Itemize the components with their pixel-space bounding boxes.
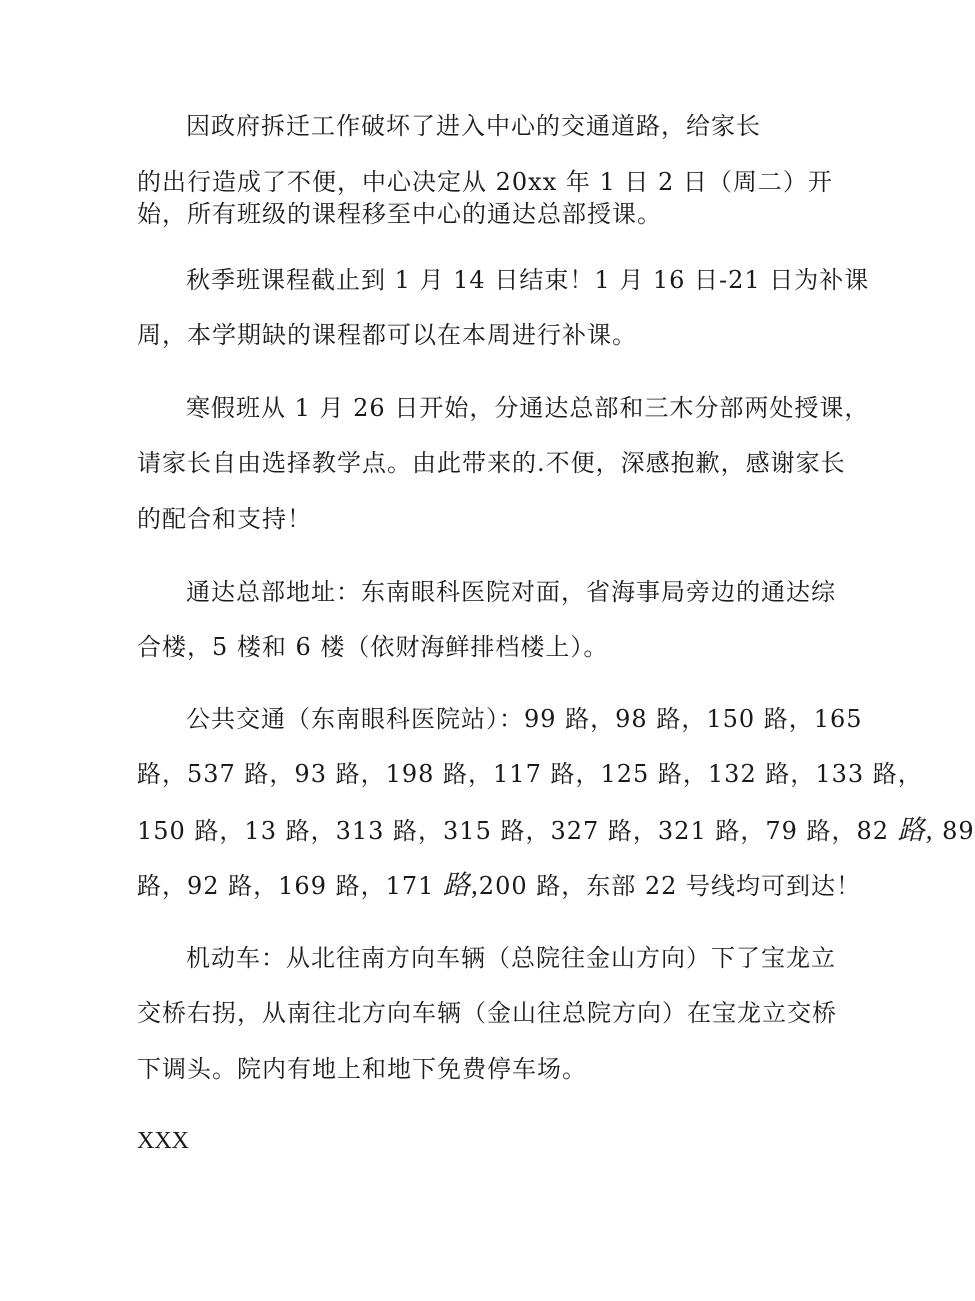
text-line: 秋季班课程截止到 1 月 14 日结束！1 月 16 日-21 日为补课 (186, 266, 870, 294)
text-line: 始，所有班级的课程移至中心的通达总部授课。 (137, 200, 662, 228)
text-segment: 路，92 路，169 路，171 (137, 872, 444, 900)
text-line: 交桥右拐，从南往北方向车辆（金山往总院方向）在宝龙立交桥 (137, 999, 837, 1027)
text-line (137, 870, 861, 901)
italic-segment: 路, (443, 870, 479, 900)
text-line: 请家长自由选择教学点。由此带来的.不便，深感抱歉，感谢家长 (137, 449, 846, 477)
text-line: 寒假班从 1 月 26 日开始，分通达总部和三木分部两处授课， (186, 394, 870, 422)
text-line: 因政府拆迁工作破坏了进入中心的交通道路，给家长 (186, 112, 761, 140)
text-line: 合楼，5 楼和 6 楼（依财海鲜排档楼上）。 (137, 633, 609, 661)
text-segment: 200 路，东部 22 号线均可到达！ (478, 872, 862, 900)
text-line (137, 815, 975, 846)
italic-segment: 路, (897, 815, 934, 845)
text-line: 下调头。院内有地上和地下免费停车场。 (137, 1055, 587, 1083)
text-segment: 89 (933, 817, 975, 845)
text-line: 路，537 路，93 路，198 路，117 路，125 路，132 路，133 路， (137, 760, 923, 788)
text-line: 的出行造成了不便，中心决定从 20xx 年 1 日 2 日（周二）开 (137, 168, 833, 196)
text-line: 周，本学期缺的课程都可以在本周进行补课。 (137, 321, 637, 349)
text-line: 的配合和支持！ (137, 505, 312, 533)
text-line: 机动车：从北往南方向车辆（总院往金山方向）下了宝龙立 (186, 944, 836, 972)
signature: XXX (137, 1128, 189, 1154)
text-segment: 150 路，13 路，313 路，315 路，327 路，321 路，79 路，82 (137, 817, 898, 845)
text-line: 通达总部地址：东南眼科医院对面，省海事局旁边的通达综 (186, 578, 836, 606)
text-line: 公共交通（东南眼科医院站）：99 路，98 路，150 路，165 (186, 705, 863, 733)
